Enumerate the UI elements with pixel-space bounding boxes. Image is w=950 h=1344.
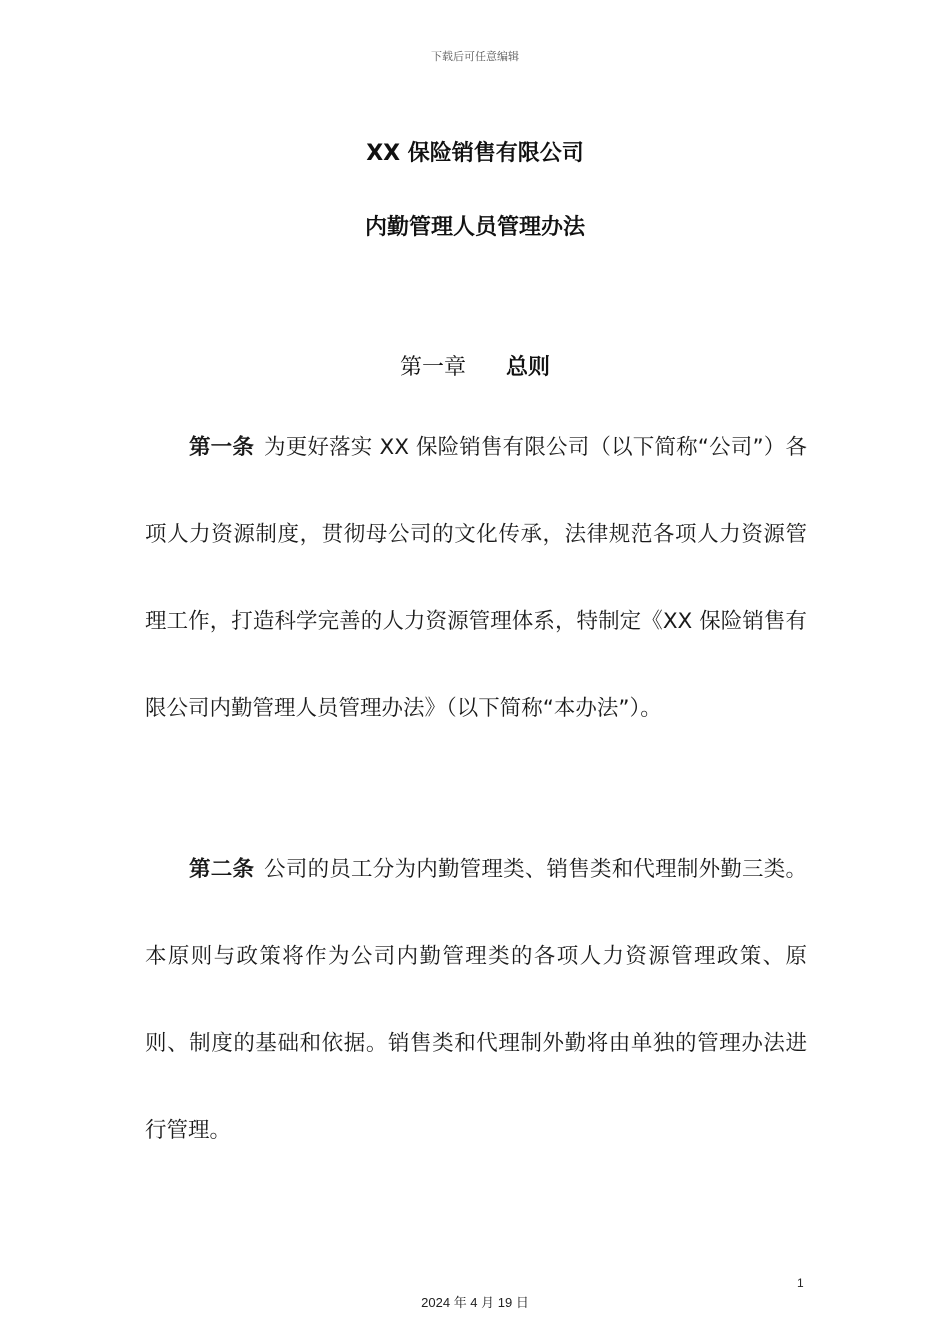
- page-number: 1: [797, 1276, 804, 1290]
- document-title-company: XX 保险销售有限公司: [366, 141, 584, 166]
- chapter-number: 第一章: [399, 355, 466, 380]
- article-label: 第一条: [189, 435, 255, 460]
- chapter-name: 总则: [506, 355, 551, 380]
- article-text: 为更好落实 XX 保险销售有限公司（以下简称“公司”）各项人力资源制度，贯彻母公司的文化传承，法律规范各项人力资源管理工作，打造科学完善的人力资源管理体系，特制定《XX 保险销售有限公司内勤管理人员管理办法》（以下简称“本办法”）。: [145, 435, 807, 721]
- article-label: 第二条: [189, 857, 255, 882]
- footer-date: 2024 年 4 月 19 日: [421, 1295, 529, 1310]
- page-header-note: 下载后可任意编辑: [431, 50, 519, 63]
- article-paragraph: [145, 826, 807, 1174]
- document-title-regulation: 内勤管理人员管理办法: [364, 215, 585, 240]
- chapter-heading: [0, 350, 950, 381]
- article-paragraph: [145, 404, 807, 752]
- article-text: 公司的员工分为内勤管理类、销售类和代理制外勤三类。本原则与政策将作为公司内勤管理类的各项人力资源管理政策、原则、制度的基础和依据。销售类和代理制外勤将由单独的管理办法进行管理。: [145, 857, 807, 1143]
